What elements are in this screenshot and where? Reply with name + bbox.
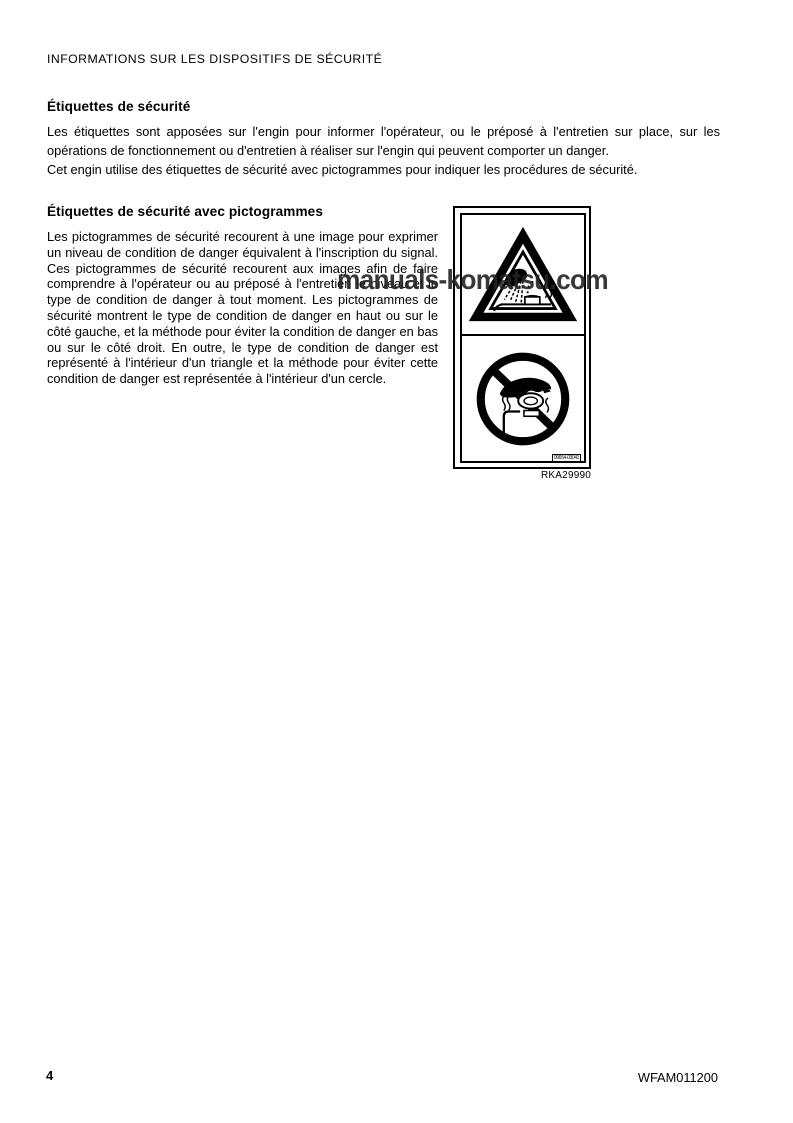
doc-code: WFAM011200 (637, 1070, 718, 1085)
body-paragraph: Les étiquettes sont apposées sur l'engin pour informer l'opérateur, ou le préposé à l'entretien sur place, sur les opérations de fonctionnement ou d'entretien à réaliser sur l'engin qui peuvent comporter un danger. (47, 124, 720, 158)
body-paragraph: Les pictogrammes de sécurité recourent à une image pour exprimer un niveau de condition de danger équivalent à l'inscription du signal. Ces pictogrammes de sécurité recourent aux images afin de faire comprendre à l'opérateur ou au préposé à l'entretien le niveau et le type de condition de danger à tout moment. Les pictogrammes de sécurité montrent le type de condition de danger en haut ou sur le côté gauche, et la méthode pour éviter la condition de danger en bas ou sur le côté droit. En outre, le type de condition de danger est représenté à l'intérieur d'un triangle et la méthode pour éviter cette condition de danger est représentée à l'intérieur d'un cercle. (47, 229, 438, 387)
label-part-number-microtext: 09654-03041 (553, 455, 579, 461)
hot-coolant-warning-triangle-icon (467, 225, 579, 324)
body-paragraph: Cet engin utilise des étiquettes de sécurité avec pictogrammes pour indiquer les procédures de sécurité. (47, 162, 638, 177)
page-number: 4 (46, 1068, 54, 1083)
figure-caption: RKA29990 (541, 470, 591, 481)
safety-label-plate (460, 213, 586, 463)
page-header: INFORMATIONS SUR LES DISPOSITIFS DE SÉCURITÉ (47, 52, 383, 66)
figure-box (453, 206, 591, 469)
watermark: manuals-komatsu.com (337, 264, 608, 295)
section-heading-etiquettes-securite: Étiquettes de sécurité (47, 99, 191, 114)
warning-pictogram-cell (462, 215, 584, 336)
prohibition-pictogram-cell (462, 336, 584, 461)
do-not-open-prohibition-icon (475, 351, 571, 447)
section-heading-pictogrammes: Étiquettes de sécurité avec pictogrammes (47, 204, 323, 219)
